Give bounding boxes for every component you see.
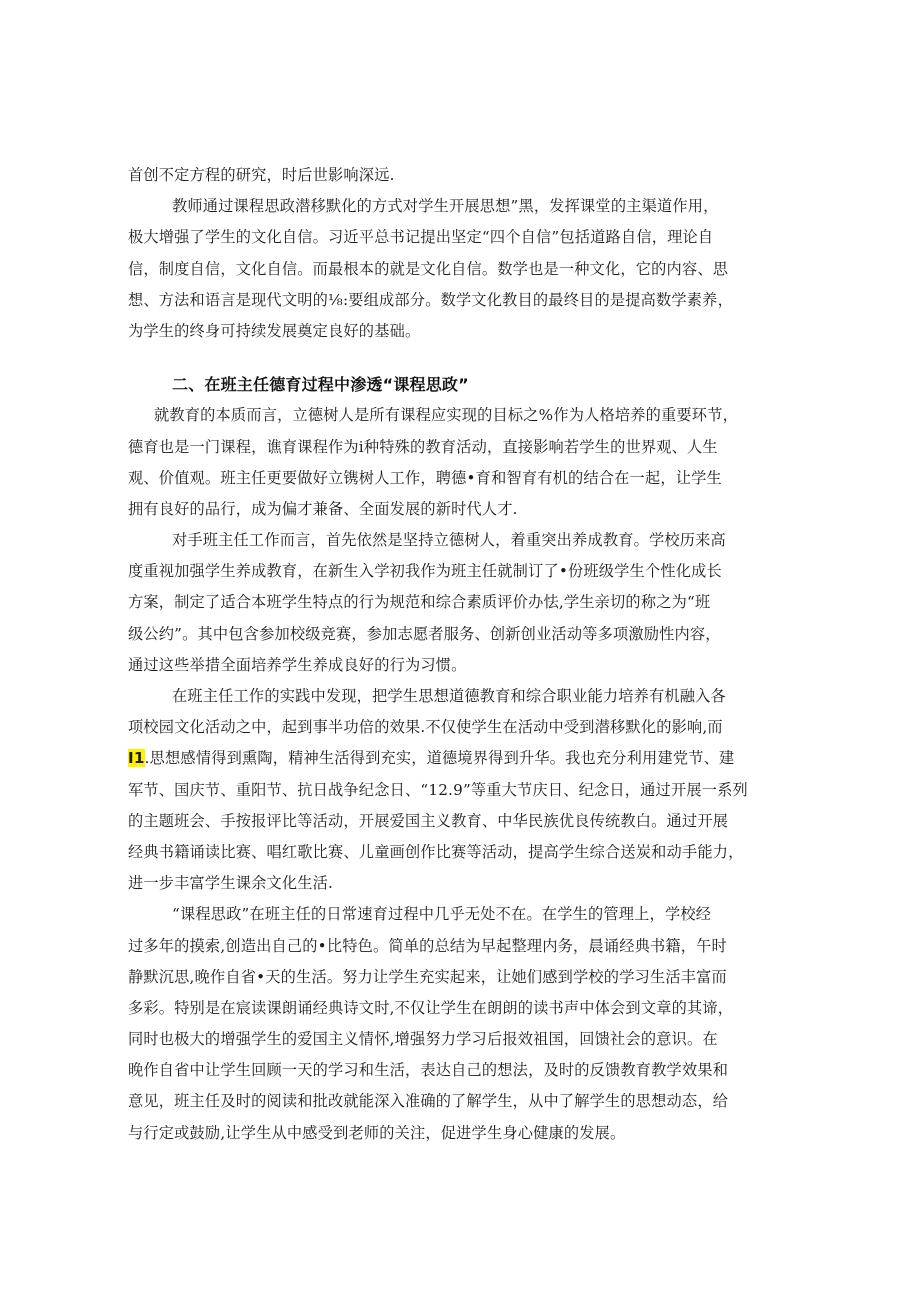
paragraph-line: 进一步丰富学生课余文化生活. xyxy=(128,874,334,893)
paragraph-5 xyxy=(128,681,793,899)
document-body xyxy=(128,160,793,1149)
paragraph-line: 拥有良好的品行，成为偏才兼备、全面发展的新时代人才. xyxy=(128,499,518,518)
paragraph-line: 方案，制定了适合本班学生特点的行为规范和综合素质评价办怯,学生亲切的称之为“班 xyxy=(128,593,711,612)
paragraph-line: 通过这些举措全面培养学生养成良好的行为习惯。 xyxy=(128,655,467,674)
highlighted-text: I1 xyxy=(128,749,145,768)
paragraph-line: 过多年的摸索,创造出自己的•比特色。简单的总结为早起整理内务，晨诵经典书籍，午时 xyxy=(128,936,727,955)
section-spacer xyxy=(128,347,793,369)
paragraph-line: 同时也极大的增强学生的爱国主义情怀,增强努力学习后报效祖国，回馈社会的意识。在 xyxy=(128,1030,718,1049)
paragraph-1 xyxy=(128,160,793,191)
paragraph-3 xyxy=(128,400,793,525)
paragraph-line: 军节、国庆节、重阳节、抗日战争纪念日、“12.9”等重大节庆日、纪念日，通过开展一系列 xyxy=(128,780,748,799)
paragraph-line: 信，制度自信，文化自信。而最根本的就是文化自信。数学也是一种文化，它的内容、思 xyxy=(128,259,729,278)
paragraph-line: 多彩。特别是在宸读课朗诵经典诗文时,不仅让学生在朗朗的读书声中体会到文章的其谛， xyxy=(128,998,734,1017)
paragraph-line: 教师通过课程思政潜移默化的方式对学生开展思想”黑，发挥课堂的主渠道作用， xyxy=(172,197,719,216)
paragraph-line: 度重视加强学生养成教育，在新生入学初我作为班主任就制订了•份班级学生个性化成长 xyxy=(128,562,722,581)
paragraph-line: 项校园文化活动之中，起到事半功倍的效果.不仅使学生在活动中受到潜移默化的影响,而 xyxy=(128,718,723,737)
paragraph-line-with-highlight xyxy=(128,743,793,774)
paragraph-line: 对手班主任工作而言，首先依然是坚持立德树人，着重突出养成教育。学校历来高 xyxy=(172,531,726,550)
paragraph-line: 晚作自省中让学生回顾一天的学习和生活，表达自己的想法，及时的反馈教育教学效果和 xyxy=(128,1061,729,1080)
paragraph-line: 的主题班会、手按报评比等活动，开展爱国主义教育、中华民族优良传统教白。通过开展 xyxy=(128,811,729,830)
paragraph-line: 意见，班主任及时的阅读和批改就能深入准确的了解学生，从中了解学生的思想动态，给 xyxy=(128,1092,729,1111)
paragraph-line: 经典书籍诵读比赛、唱红歌比赛、儿童画创作比赛等活动，提高学生综合送炭和动手能力， xyxy=(128,842,744,861)
paragraph-line: 与行定或鼓励,让学生从中感受到老师的关注，促进学生身心健康的发展。 xyxy=(128,1123,626,1142)
paragraph-line: 观、价值观。班主任更要做好立镌树人工作，聘德•育和智育有机的结合在一起，让学生 xyxy=(128,468,722,487)
paragraph-line: 为学生的终身可持续发展奠定良好的基础。 xyxy=(128,321,421,340)
paragraph-line: 在班主任工作的实践中发现，把学生思想道德教育和综合职业能力培养有机融入各 xyxy=(172,687,726,705)
paragraph-line: 德育也是一门课程，谯育课程作为i种特殊的教育活动，直接影响若学生的世界观、人生 xyxy=(128,437,718,456)
paragraph-line: 极大增强了学生的文化自信。习近平总书记提出坚定“四个自信”包括道路自信，理论自 xyxy=(128,228,714,247)
paragraph-line: 静默沉思,晚作自省•天的生活。努力让学生充实起来，让她们感到学校的学习生活丰富而 xyxy=(128,967,727,986)
paragraph-line: 级公约”。其中包含参加校级竞赛，参加志愿者服务、创新创业活动等多项激励性内容， xyxy=(128,624,721,643)
paragraph-line-rest: .思想感情得到熏陶，精神生活得到充实，道德境界得到升华。我也充分利用建党节、建 xyxy=(144,749,735,768)
paragraph-line: 首创不定方程的研究，时后世影响深远. xyxy=(128,166,395,184)
paragraph-6 xyxy=(128,899,793,1149)
paragraph-2 xyxy=(128,191,793,347)
section-heading: 二、在班主任德育过程中渗透“课程思政” xyxy=(172,375,469,395)
paragraph-line: 想、方法和语言是现代文明的⅛:要组成部分。数学文化教目的最终目的是提高数学素养， xyxy=(128,290,733,309)
paragraph-line: 就教育的本质而言，立德树人是所有课程应实现的目标之%作为人格培养的重要环节， xyxy=(154,406,738,425)
paragraph-4 xyxy=(128,525,793,681)
paragraph-line: “课程思政”在班主任的日常速育过程中几乎无处不在。在学生的管理上，学校经 xyxy=(172,905,712,924)
